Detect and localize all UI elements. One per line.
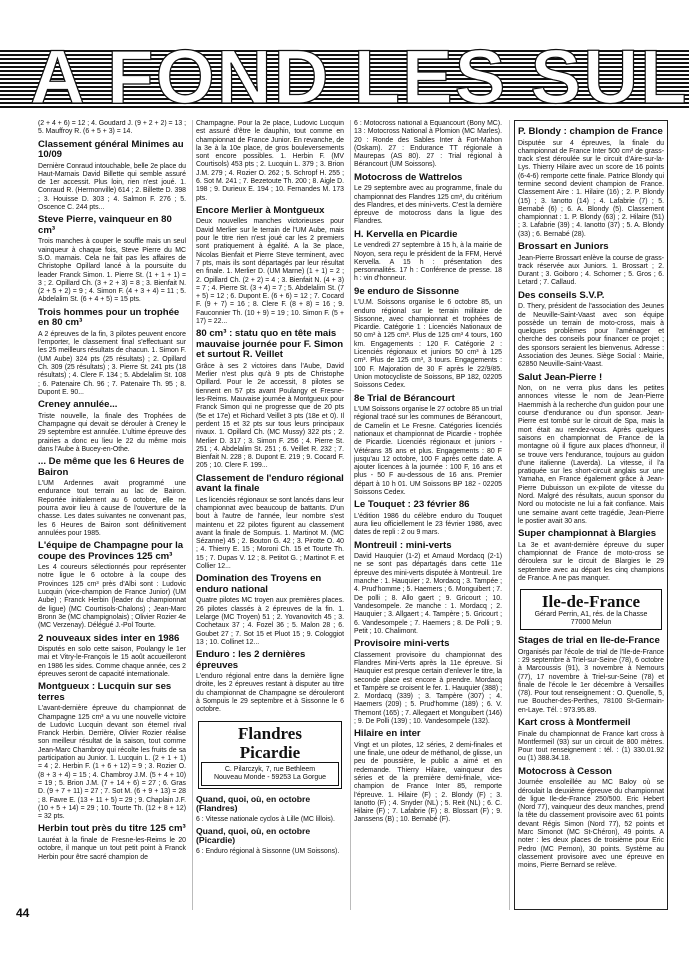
ad-line: C. Pilarczyk, 7, rue Bethleem bbox=[224, 765, 316, 773]
ile-de-france-box bbox=[520, 589, 662, 630]
ad-line: Nouveau Monde - 59253 La Gorgue bbox=[213, 773, 327, 781]
article-text: 6 : Enduro régional à Sissonne (UM Soissons). bbox=[196, 847, 340, 855]
article-heading: Trois hommes pour un trophée en 80 cm³ bbox=[38, 306, 180, 329]
article-text: Triste nouvelle, la finale des Trophées de Champagne qui devait se dérouler à Creney le 29 septembre est annulée. L'ultime épreuve des prairies a donc eu lieu le 22 du même mois dans l'Aube à Bucey-en-Othe. bbox=[38, 412, 186, 453]
article-text: Finale du championnat de France kart cross à Montfermeil (93) sur un circuit de 800 mètres. Pour tout renseignement : tél. : (1) 330.01.92 ou (1) 388.34.18. bbox=[518, 730, 664, 763]
column-2 bbox=[196, 120, 344, 910]
article-heading: P. Blondy : champion de France bbox=[518, 126, 663, 137]
article-heading: Encore Merlier à Montgueux bbox=[196, 204, 325, 216]
article-text: 6 : Motocross national à Equancourt (Bony MC). 13 : Motocross National à Plomion (MC Marles). 20 : Ronde des Sables Inter à Fort-Mahon (Oskam). 27 : Endurance TT régionale à Maurepas (AS 80). 27 : Trial régional à Bérancourt (UM Soissons). bbox=[354, 120, 502, 169]
article-text: L'avant-dernière épreuve du championnat de Champagne 125 cm³ a vu une nouvelle victoire de Ludovic Lucquin devant son éternel rival Franck Herbin. Derrière, Olivier Rozier réalise son meilleur résultat de la saison, tout comme Jean-Marc Chambroy qui récolte les fruits de sa participation au Junior. 1. Lucquin L. (2 + 1 + 1) = 4 ; 2. Herbin F. (1 + 6 + 12) = 9 ; 3. Rozier O. (8 + 3 + 4) = 15 ; 4. Chambroy J.M. (5 + 4 + 10) = 19 ; 5. Brion J.M. (7 + 14 + 6) = 27 ; 6. Gras D. (9 + 7 + 11) = 27 ; 7. Sot M. (6 + 9 + 13) = 28 ; 8. Favre E. (13 + 11 + 5) = 29 ; 9. Chaplain J.F. (10 + 5 + 14) = 29 ; 10. Tourte Th. (12 + 8 + 12) = 32 pts. bbox=[38, 705, 186, 821]
article-text: Trois manches à couper le souffle mais un seul vainqueur à chaque fois, Steve Pierre du MC S.O. marnais. Cela ne fait pas les affaires de Christophe Opillard lancé à la poursuite du leader Franck Simon. 1. Pierre St. (1 + 1 + 1) = 3 ; 2. Opillard Ch. (3 + 2 + 3) = 8 ; 3. Bienfait N. (2 + 5 + 2) = 9 ; 4. Simon F. (4 + 3 + 4) = 11 ; 5. Abdelalim St. (6 + 4 + 5) = 15 pts. bbox=[38, 238, 186, 304]
article-text: Non, on ne verra plus dans les petites annonces vitesse le nom de Jean-Pierre Haemmish à la recherche d'un guidon pour une course d'endurance ou d'un sponsor. Jean-Pierre est tombé sur le circuit de Spa, mais la mort était au rendez-vous. Après quelques saisons en championnat de France de la montagne où il figure aux places d'honneur, il se trouve vers l'endurance, toujours au guidon d'une italienne (Laverda). La vitesse, il l'a pratiquée sur les short-circuit anglais sur une Yamaha, en France également grâce à Jean-Pierre Dubuisson un ex-pilote de vitesse du Nord. Malgré des résultats, aucun sponsor du Nord ou motociste ne lui a fait confiance. Mais une semaine avant cette tragédie, Jean-Pierre le postier avait 30 ans. bbox=[518, 385, 664, 525]
article-text: Deux nouvelles manches victorieuses pour David Merlier sur le terrain de l'UM Aube, mais pour le titre rien n'est joué car les 2 premiers sont pratiquement à égalité. A la 3e place, Nicolas Bienfait et Pierre Steve terminent, avec 7 pts, mais ils sont départagés par leur résultat en finale. 1. Merlier D. (UM Marne) (1 + 1) = 2 ; 2. Opillard Ch. (2 + 2) = 4 ; 3. Bienfait N. (4 + 3) = 7 ; 4. Pierre St. (3 + 4) = 7 ; 5. Abdelalim St. (7 + 5) = 12 ; 6. Dupont E. (6 + 6) = 12 ; 7. Cocard F. (9 + 7) = 16 ; 8. Clere F. (8 + 8) = 16 ; 9. Fauconnier Th. (10 + 9) = 19 ; 10. Simon F. (5 + 17) = 22... bbox=[196, 218, 344, 326]
article-text: Classement provisoire du championnat des Flandres Mini-Verts après la 11e épreuve. Si Hauquier est presque certain d'enlever le titre, la seconde place est encore à prendre. Mordacq et Tampère se croisent le fer. 1. Hauquier (388) ; 2. Mordacq (339) ; 3. Tampère (307) ; 4. Haemers (209) ; 5. Prud'homme (189) ; 6. V. Themont (165) ; 7. Allegaert et Monguibert (146) ; 9. De Polli (139) ; 10. Vandesompele (132). bbox=[354, 651, 502, 726]
article-heading: Quand, quoi, où, en octobre (Picardie) bbox=[196, 825, 311, 846]
article-heading: Enduro : les 2 dernières épreuves bbox=[196, 649, 306, 671]
article-text: D. Thery, président de l'association des Jeunes de Neuville-Saint-Vaast avec son équipe possède un terrain de moto-cross, mais à quelques problèmes pour l'aménager et cherche des conseils pour financer ce projet ; des sponsors seraient les bienvenus. Adresse : Association des Jeunes. Siège Social : Mairie, 62850 Neuville-Saint-Vaast. bbox=[518, 303, 664, 369]
article-heading: Quand, quoi, où, en octobre (Flandres) bbox=[196, 793, 311, 814]
article-text: Organisés par l'école de trial de l'Ile-de-France : 29 septembre à Triel-sur-Seine (78), 6 octobre à Marcoussis (91), 3 novembre à Nemours (77), 17 novembre à Triel-sur-Seine (78) et finale de l'école le 1er décembre à Versailles (78). Pour tout renseignement : O. Quenolle, 5, rue Boucher-des-Perthes, 78100 St-Germain-en-Laye. Tél. : 973.95.89. bbox=[518, 648, 664, 714]
article-text: David Hauquier (1-2) et Arnaud Mordacq (2-1) ne se sont pas départagés dans cette 11e épreuve des mini-verts disputée à Montreuil. 1re manche : 1. Hauquier ; 2. Mordacq ; 3. Tampée ; 4. Prud'homme ; 5. Haemers ; 6. Monguibert ; 7. De polli ; 8. Allo gaert ; 9. Gricourt ; 10. Vandesompele. 2e manche : 1. Mordacq ; 2. Hauquier ; 3. Allgaert ; 4. Tampère ; 5. Gricourt ; 6. Vandesompele ; 7. Haemers ; 8. De Polli ; 9. Petit ; 10. Chalimont. bbox=[354, 553, 502, 635]
article-text: L'UM Ardennes avait programmé une endurance tout terrain au lac de Bairon. Reportée initialement au 6 octobre, elle ne pourra avoir lieu à cause de l'ouverture de la chasse. Les dates suivantes ne convenant pas, les 6 Heures de Bairon sont définitivement annulées pour 1985. bbox=[38, 480, 186, 537]
article-heading: H. Kervella en Picardie bbox=[354, 228, 458, 240]
article-heading: Super championnat à Blargies bbox=[518, 528, 657, 540]
article-heading: 9e enduro de Sissonne bbox=[354, 285, 460, 297]
article-heading: Salut Jean-Pierre ! bbox=[518, 371, 603, 383]
article-heading: Montreuil : mini-verts bbox=[354, 539, 452, 551]
article-heading: Herbin tout près du titre 125 cm³ bbox=[38, 823, 186, 835]
article-text: Journée ensoleillée au MC Baloy où se déroulait la deuxième épreuve du championnat de ligue Ile-de-France 250/500. Eric Hebert (Nord 77), vainqueur des deux manches, prend la tête du classement provisoire avec 61 points devant Régis Simon (Nord 77), 52 points et Marc Simonot (MC St-Chéron), 49 points. A noter : les deux places de troisième pour Eric Pedro (MC Pernon), 30 points. Système au classement provisoire avec une épreuve en moins, Pierre Bernard se relève. bbox=[518, 779, 664, 870]
article-heading: Classement de l'enduro régional avant la finale bbox=[196, 472, 344, 495]
article-text: Grâce à ses 2 victoires dans l'Aube, David Merlier n'est plus qu'à 9 pts de Christophe Opillard. Pour le 2e accessit, 8 pilotes se tiennent en 57 pts avant Poulangy et Fresne-les-Reims. Mauvaise journée à Montgueux pour Franck Simon qui ne progresse que de 20 pts (5e et 17e) et Richard Veillet 3 pts (18e et 0). Il perdent 15 et 32 pts sur tous leurs principaux rivaux. 1. Opillard Ch. (MC Mussy) 322 pts ; 2. Merlier D. 317 ; 3. Simon F. 256 ; 4. Pierre St. 251 ; 4. Abdelalim St. 251 ; 6. Veillet R. 232 ; 7. Bienfait N. 228 ; 8. Dupont E. 219 ; 9. Cocard F. 205 ; 10. Clere F. 199... bbox=[196, 362, 344, 470]
article-text: L'UM Soissons organise le 27 octobre 85 un trial régional tracé sur les communes de Bérancourt, de Camelin et Le Fresne. Catégories licenciés nationaux et championnat de Picardie - trophée de Picardie. Licenciés régionaux et juniors - Vétérans 35 ans et plus. Engagements : 80 F jusqu'au 12 octobre, 100 F après cette date. A ajouter licences à la journée : 100 F, 16 ans et plus - 50 F au-dessous de 16 ans. Premier départ à 10 h 01. UM Soissons BP 182 - 02205 Soissons Cedex. bbox=[354, 406, 502, 496]
article-heading: Montgueux : Lucquin sur ses terres bbox=[38, 681, 172, 703]
ad-line: Gérard Perrin, A1, rés. de la Chasse bbox=[534, 611, 648, 619]
ad-title: Flandres bbox=[238, 723, 302, 743]
article-heading: Motocross de Wattrelos bbox=[354, 171, 463, 183]
article-heading: ... De même que les 6 Heures de Bairon bbox=[38, 456, 185, 478]
article-heading: Stages de trial en Ile-de-France bbox=[518, 635, 660, 647]
article-heading: Le Touquet : 23 février 86 bbox=[354, 499, 470, 511]
ad-address bbox=[201, 762, 339, 786]
article-heading: Steve Pierre, vainqueur en 80 cm³ bbox=[38, 214, 172, 236]
article-heading: Classement général Minimes au 10/09 bbox=[38, 138, 184, 161]
article-text: La 3e et avant-dernière épreuve du super championnat de France de moto-cross se déroulera sur le circuit de Blargies le 29 septembre avec au départ les cinq champions de France. A ne pas manquer. bbox=[518, 541, 664, 582]
article-text: Le 29 septembre avec au programme, finale du championnat des Flandres 125 cm³, du critérium des Flandres, et des mini-verts. C'est la dernière épreuve de motocross dans la ligue des Flandres. bbox=[354, 185, 502, 226]
article-text: L'édition 1986 du célèbre enduro du Touquet aura lieu officiellement le 23 février 1986, avec dates de repli : 2 ou 9 mars. bbox=[354, 512, 502, 537]
article-text: Disputés en solo cette saison, Poulangy le 1er mai et Vitry-le-François le 15 août accueilleront en 1986 les sides. Comme chaque année, ces 2 épreuves seront de capacité internationale. bbox=[38, 646, 186, 678]
flandres-picardie-box bbox=[198, 721, 342, 789]
article-heading: Provisoire mini-verts bbox=[354, 638, 450, 650]
article-text: Dernière Conraud intouchable, belle 2e place du Haut-Marnais David Billette qui semble assuré de 1er accessit. Plus loin, rien n'est joué. 1. Conraud R. (Hermonville) 614 ; 2. Billette D. 398 ; 3. Houisse D. 303 ; 4. Salmon F. 276 ; 5. Oscence C. 244 pts... bbox=[38, 162, 186, 212]
article-text: Jean-Pierre Brossart enlève la course de grass-track réservée aux Juniors. 1. Brossart ; 2. Durant ; 3. Goiboro ; 4. Schorner ; 5. Gros ; 6. Letard ; 7. Callaud. bbox=[518, 254, 664, 287]
article-text: Les licenciés régionaux se sont lancés dans leur championnat avec beaucoup de battants. D'un bout à l'autre de l'année, leur nombre s'est maintenu et 22 pilotes figurent au classement avant la finale de Sompuis. 1. Martinot M. (MC Sézanne) 45 ; 2. Bouton G. 42 ; 3. Pirotte O. 40 ; 4. Thierry E. 15 ; Moroni Ch. 15 et Tourte Th. 15 ; 7. Dupas V. 12 ; 8. Petitot G. ; Martinot F. et Collier 12... bbox=[196, 496, 344, 571]
article-text: Lauréat à la finale de Fresne-les-Reims le 20 octobre, il manque un tout petit point à Franck Herbin pour être sacré champion de bbox=[38, 836, 186, 861]
column-1 bbox=[38, 120, 186, 910]
article-heading: Kart cross à Montfermeil bbox=[518, 717, 631, 729]
article-text: L'enduro régional entre dans la dernière ligne droite, les 2 épreuves restant à disputer au titre du championnat de Champagne se dérouleront à Sompuis le 29 septembre et à Sissonne le 6 octobre. bbox=[196, 673, 344, 714]
article-text: Disputée sur 4 épreuves, la finale du championnat de France Inter 500 cm³ de grass-track s'est déroulée sur le circuit d'Aire-sur-la-Lys. Thierry Hilaire avec un score de 16 points (6-4-6) remporte cette finale. Patrice Blondy qui termine second devient champion de France. Classement Aire : 1. Hilaire (16) ; 2. P. Blondy (15) ; 3. Ianotto (14) ; 4. Lafabrie (7) ; 5. Bernabé (6) ; 6. A. Blondy (5). Classement championnat : 1. P. Blondy (63) ; 2. Hilaire (51) ; 3. Lafabrie (39) ; 4. Ianotto (37) ; 5. A. Blondy (33) ; 6. Bernabé (28). bbox=[518, 139, 664, 238]
article-heading: Domination des Troyens en enduro national bbox=[196, 573, 322, 595]
article-heading: Brossart en Juniors bbox=[518, 241, 609, 253]
article-heading: 8e Trial de Bérancourt bbox=[354, 392, 455, 404]
article-text: Les 4 coureurs sélectionnés pour représenter notre ligue le 6 octobre à la coupe des Provinces 125 cm³ près d'Albi sont : Ludovic Lucquin (vice-champion de France Junior) (UM Aube) ; Franck Herbin (leader du championnat de ligue) (MC Courtisols-Chalons) ; Jean-Marc Bronn 3e (MC champignolais) ; Olivier Rozier 4e (MC Verzenay). Délégué J.-Pol Tourte. bbox=[38, 564, 186, 630]
article-text: Le vendredi 27 septembre à 15 h, à la mairie de Noyon, sera reçu le président de la FFM, Hervé Kervella. A 15 h : présentation des personnalités. 17 h : Conférence de presse. 18 h : vin d'honneur. bbox=[354, 242, 502, 283]
article-heading: Hilaire en inter bbox=[354, 728, 421, 740]
ad-line: 77000 Melun bbox=[570, 619, 612, 627]
column-4-boxed bbox=[514, 120, 668, 910]
article-text: Champagne. Pour la 2e place, Ludovic Lucquin est assuré d'être le dauphin, tout comme en championnat de France Junior. En revanche, de la 3e à la 10e place, de gros bouleversements sont encore possibles. 1. Herbin F. (MV Courtisols) 453 pts ; 2. Lucquin L. 379 ; 3. Brion J.M. 279 ; 4. Rozier O. 262 ; 5. Schropf H. 255 ; 6. Sot M. 241 ; 7. Bezetoute Th. 200 ; 8. Aigle D. 198 ; 9. Durieux E. 194 ; 10. Fernandes M. 173 pts. bbox=[196, 120, 344, 202]
article-heading: L'équipe de Champagne pour la coupe des Provinces 125 cm³ bbox=[38, 540, 184, 562]
ad-title: Ile-de-France bbox=[541, 592, 641, 612]
article-page bbox=[38, 120, 668, 910]
article-heading: 80 cm³ : statu quo en tête mais mauvaise journée pour F. Simon et surtout R. Veillet bbox=[196, 328, 344, 361]
column-3 bbox=[354, 120, 502, 910]
page-number: 44 bbox=[16, 906, 30, 920]
ad-title: Picardie bbox=[239, 742, 301, 762]
article-heading: Creney annulée... bbox=[38, 399, 118, 411]
article-text: (2 + 4 + 6) = 12 ; 4. Goudard J. (9 + 2 + 2) = 13 ; 5. Mauffroy R. (6 + 5 + 3) = 14. bbox=[38, 120, 186, 136]
masthead-banner bbox=[0, 0, 689, 118]
article-text: Vingt et un pilotes, 12 séries, 2 demi-finales et une finale, une odeur de méthanol, de glisse, un peu de poussière, le public a aimé et en redemande. Thierry Hilaire, vainqueur des séries et de la première demi-finale, vice-champion de France Inter 85, remporte l'épreuve. 1. Hilaire (F) ; 2. Blondy (F) ; 3. Ianotto (F) ; 4. Snyder (NL) ; 5. Reit (NL) ; 6. C. Hilaire (F) ; 7. Lafabrie (F) ; 8. Blossart (F) ; 9. Janssens (B) ; 10. Bernabé (F). bbox=[354, 741, 502, 824]
banner-title: A FOND LES SUL bbox=[30, 35, 689, 118]
article-heading: Motocross à Cesson bbox=[518, 765, 612, 777]
article-text: L'U.M. Soissons organise le 6 octobre 85, un enduro régional sur le terrain militaire de Sissonne, avec championnat et trophées de Picardie. Catégorie 1 : Licenciés Nationaux de 50 cm³ à 125 cm³. Plus de 125 cm³ 4 tours, 160 km. Engagements : 120 F. Catégorie 2 : Licenciés régionaux et juniors 50 cm³ à 125 cm³. Plus de 125 cm³, 3 tours. Engagements : 100 F. Majoration de 30 F après le 22/9/85. Union motocycliste de Soissons, BP 182, 02205 Soissons Cedex. bbox=[354, 299, 502, 390]
article-text: A 2 épreuves de la fin, 3 pilotes peuvent encore l'emporter, le classement final s'effectuant sur les 25 meilleurs résultats de chacun. 1. Simon F. (UM Aube) 324 pts (25 résultats) ; 2. Opillard Ch. 309 (25 résultats) ; 3. Pierre St. 241 pts (18 résultats) ; 4. Clere F. 134 ; 5. Abdelalim St. 108 ; 6. Patenaire Ch. 96 ; 7. Patenaire Th. 95 ; 8. Dupont E. 90... bbox=[38, 330, 186, 396]
article-heading: 2 nouveaux sides inter en 1986 bbox=[38, 632, 180, 644]
article-text: 6 : Vitesse nationale cyclos à Lille (MC lillois). bbox=[196, 815, 335, 823]
article-text: Quatre pilotes MC troyen aux premières places. 26 pilotes classés à 2 épreuves de la fin. 1. Lelarge (MC Troyen) 51 ; 2. Yovanovitch 45 ; 3. Cochetaux 37 ; 4. Fozel 36 ; 5. Malon 28 ; 6. Goubet 27 ; 7. Sot 15 et Pluot 15 ; 9. Cologgiot 13 ; 10. Collinet 12... bbox=[196, 597, 344, 646]
article-heading: Des conseils S.V.P. bbox=[518, 289, 605, 301]
